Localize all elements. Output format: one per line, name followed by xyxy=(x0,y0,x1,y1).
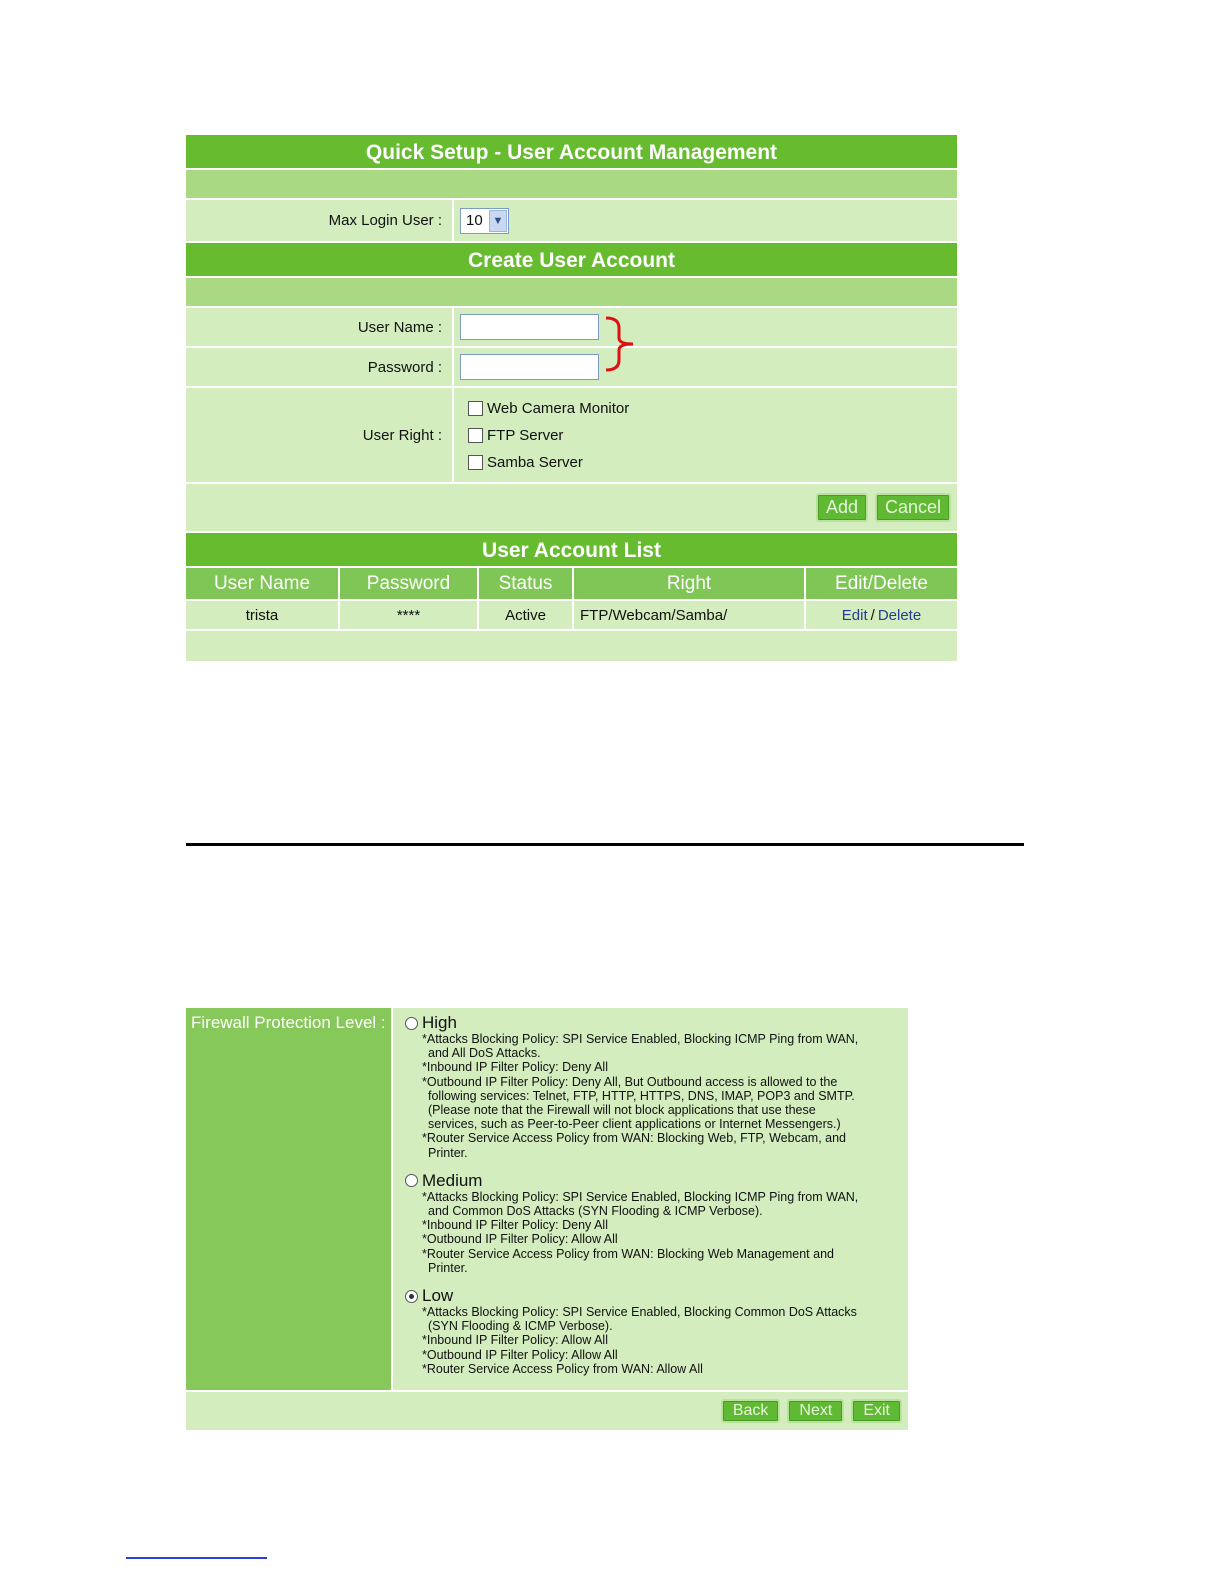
option-medium-label: Medium xyxy=(422,1170,483,1190)
account-list-title: User Account List xyxy=(186,533,957,568)
option-high xyxy=(405,1014,908,1160)
user-right-label: User Right : xyxy=(186,388,454,482)
delete-link[interactable]: Delete xyxy=(877,606,922,624)
option-high-desc: *Attacks Blocking Policy: SPI Service Enabled, Blocking ICMP Ping from WAN, and All DoS Attacks. *Inbound IP Filter Policy: Deny All *Outbound IP Filter Policy: Deny All, But Outbound access is allowed to the following services: Telnet, FTP, HTTP, HTTPS, DNS, IMAP, POP3 and SMTP. (Please note that the Firewall will not block applications that use these services, such as Peer-to-Peer client applications or Internet Messengers.) *Router Service Access Policy from WAN: Blocking Web, FTP, Webcam, and Printer. xyxy=(422,1032,859,1160)
firewall-panel xyxy=(186,1008,908,1430)
password-row xyxy=(186,348,957,388)
table-row xyxy=(186,601,957,631)
checkbox[interactable] xyxy=(468,401,483,416)
option-medium xyxy=(405,1172,908,1275)
firewall-options xyxy=(393,1008,908,1390)
cancel-button[interactable]: Cancel xyxy=(875,493,951,522)
footnote-rule xyxy=(126,1557,267,1559)
page-title: Quick Setup - User Account Management xyxy=(186,135,957,170)
exit-button[interactable]: Exit xyxy=(851,1399,902,1423)
user-name-label: User Name : xyxy=(186,308,454,346)
cell-password: **** xyxy=(340,601,479,629)
checkbox[interactable] xyxy=(468,455,483,470)
quick-setup-panel xyxy=(186,135,957,661)
edit-link[interactable]: Edit xyxy=(841,606,868,624)
right-web-camera[interactable]: Web Camera Monitor xyxy=(468,400,629,417)
cell-right: FTP/Webcam/Samba/ xyxy=(574,601,806,629)
option-high-label: High xyxy=(422,1013,457,1032)
user-name-row xyxy=(186,308,957,348)
chevron-down-icon[interactable]: ▼ xyxy=(489,210,507,232)
option-low-label: Low xyxy=(422,1286,454,1306)
max-login-row xyxy=(186,200,957,243)
max-login-value: 10 xyxy=(466,212,483,229)
next-button[interactable]: Next xyxy=(787,1399,844,1423)
col-right: Right xyxy=(574,568,806,599)
max-login-select[interactable] xyxy=(460,208,509,234)
col-password: Password xyxy=(340,568,479,599)
cell-actions xyxy=(806,601,957,629)
action-row xyxy=(186,484,957,533)
option-low xyxy=(405,1287,908,1376)
col-status: Status xyxy=(479,568,574,599)
back-button[interactable]: Back xyxy=(721,1399,781,1423)
link-separator: / xyxy=(870,606,875,624)
option-low-desc: *Attacks Blocking Policy: SPI Service Enabled, Blocking Common DoS Attacks (SYN Flooding & ICMP Verbose). *Inbound IP Filter Policy: Allow All *Outbound IP Filter Policy: Allow All *Router Service Access Policy from WAN: Allow All xyxy=(422,1305,857,1376)
add-button[interactable]: Add xyxy=(816,493,868,522)
right-samba-server[interactable]: Samba Server xyxy=(468,454,629,471)
firewall-level-label: Firewall Protection Level : xyxy=(186,1008,393,1390)
account-table-header xyxy=(186,568,957,601)
table-footer xyxy=(186,631,957,661)
max-login-label: Max Login User : xyxy=(186,200,454,241)
password-label: Password : xyxy=(186,348,454,386)
user-name-input[interactable] xyxy=(460,314,599,340)
spacer-row xyxy=(186,170,957,200)
create-account-title: Create User Account xyxy=(186,243,957,278)
brace-annotation-icon xyxy=(603,316,643,372)
user-right-row xyxy=(186,388,957,484)
col-user-name: User Name xyxy=(186,568,340,599)
credentials-group xyxy=(186,308,957,388)
radio-medium[interactable] xyxy=(405,1174,418,1187)
radio-high[interactable] xyxy=(405,1017,418,1030)
cell-user: trista xyxy=(186,601,340,629)
option-medium-desc: *Attacks Blocking Policy: SPI Service Enabled, Blocking ICMP Ping from WAN, and Common DoS Attacks (SYN Flooding & ICMP Verbose). *Inbound IP Filter Policy: Deny All *Outbound IP Filter Policy: Allow All *Router Service Access Policy from WAN: Blocking Web Management and Printer. xyxy=(422,1189,859,1275)
divider xyxy=(186,843,1024,846)
col-edit-delete: Edit/Delete xyxy=(835,572,928,594)
right-ftp-server[interactable]: FTP Server xyxy=(468,427,629,444)
radio-low[interactable] xyxy=(405,1290,418,1303)
cell-status: Active xyxy=(479,601,574,629)
user-right-options xyxy=(460,400,629,471)
checkbox[interactable] xyxy=(468,428,483,443)
password-input[interactable] xyxy=(460,354,599,380)
firewall-actions xyxy=(186,1390,908,1430)
spacer-row xyxy=(186,278,957,308)
